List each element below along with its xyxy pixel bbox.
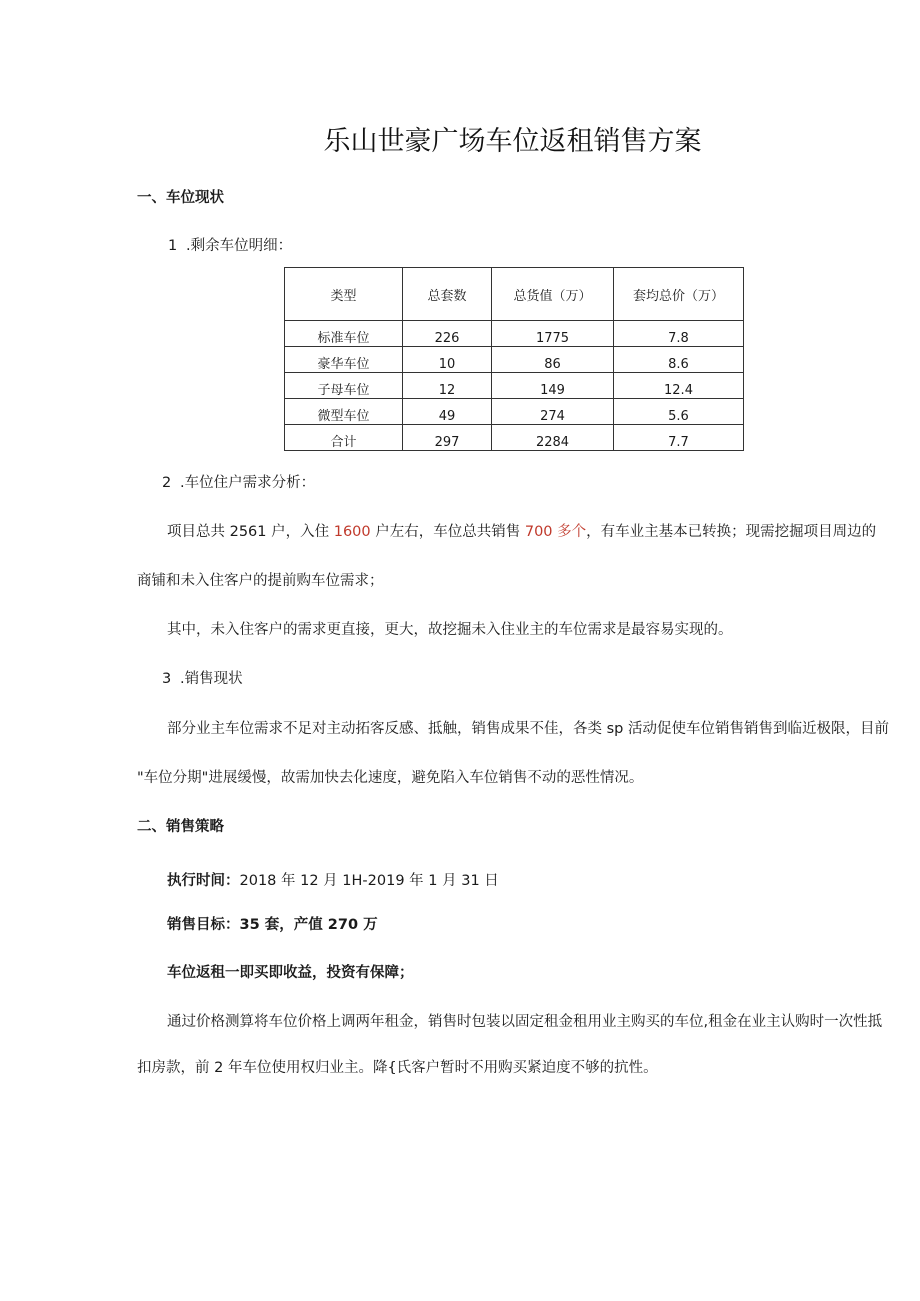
table-cell: 226 <box>403 321 492 347</box>
execution-time <box>167 871 499 891</box>
table-cell: 10 <box>403 347 492 373</box>
table-cell: 297 <box>403 425 492 451</box>
table-header-cell: 总套数 <box>403 268 492 321</box>
section-heading-status: 一、车位现状 <box>137 190 224 206</box>
subheading-number: 3 <box>162 671 172 687</box>
table-total-row <box>285 425 744 451</box>
table-cell: 86 <box>492 347 614 373</box>
table-cell: 标准车位 <box>285 321 403 347</box>
table-cell: 子母车位 <box>285 373 403 399</box>
subheading-demand-analysis <box>162 473 315 493</box>
subheading-text: .剩余车位明细： <box>186 238 293 254</box>
subheading-remaining-details <box>168 236 292 256</box>
paragraph-status-line2: "车位分期"进展缓慢，故需加快去化速度，避免陷入车位销售不动的恶性情况。 <box>137 770 644 786</box>
table-cell: 12.4 <box>614 373 744 399</box>
sales-target <box>167 915 378 935</box>
table-row <box>285 373 744 399</box>
table-cell: 1775 <box>492 321 614 347</box>
table-cell: 合计 <box>285 425 403 451</box>
table-header-cell: 套均总价（万） <box>614 268 744 321</box>
table-row <box>285 321 744 347</box>
parking-table <box>284 267 744 451</box>
slogan: 车位返租一即买即收益，投资有保障； <box>167 965 414 981</box>
table-header-cell: 类型 <box>285 268 403 321</box>
subheading-text: .销售现状 <box>180 671 243 687</box>
table-cell: 豪华车位 <box>285 347 403 373</box>
subheading-number: 1 <box>168 238 178 254</box>
highlight-sold: 700 多个 <box>524 524 587 540</box>
table-cell: 49 <box>403 399 492 425</box>
subheading-text: .车位住户需求分析： <box>180 475 316 491</box>
table-header-cell: 总货值（万） <box>492 268 614 321</box>
paragraph-status-line1: 部分业主车位需求不足对主动拓客反感、抵触，销售成果不佳，各类 sp 活动促使车位销售销售到临近极限，目前 <box>167 721 889 737</box>
sales-target-label: 销售目标： <box>167 917 240 933</box>
subheading-sales-status <box>162 669 243 689</box>
paragraph-demand-line2: 商铺和未入住客户的提前购车位需求； <box>137 573 384 589</box>
table-cell: 12 <box>403 373 492 399</box>
table-cell: 7.8 <box>614 321 744 347</box>
execution-time-label: 执行时间： <box>167 873 240 889</box>
text-segment: 户左右，车位总共销售 <box>370 524 525 540</box>
table-header-row <box>285 268 744 321</box>
table-cell: 7.7 <box>614 425 744 451</box>
text-segment: 项目总共 2561 户，入住 <box>167 524 334 540</box>
execution-time-value: 2018 年 12 月 1H-2019 年 1 月 31 日 <box>239 873 499 889</box>
text-segment: ，有车业主基本已转换；现需挖掘项目周边的 <box>586 524 877 540</box>
subheading-number: 2 <box>162 475 172 491</box>
table-cell: 微型车位 <box>285 399 403 425</box>
table-row <box>285 399 744 425</box>
table-row <box>285 347 744 373</box>
table-cell: 274 <box>492 399 614 425</box>
highlight-occupied: 1600 <box>333 524 371 540</box>
table-cell: 149 <box>492 373 614 399</box>
paragraph-demand-line1 <box>167 522 876 542</box>
paragraph-strategy-line1: 通过价格测算将车位价格上调两年租金，销售时包装以固定租金租用业主购买的车位,租金在业主认购时一次性抵 <box>167 1014 883 1030</box>
table-cell: 2284 <box>492 425 614 451</box>
paragraph-unoccupied: 其中，未入住客户的需求更直接，更大，故挖掘未入住业主的车位需求是最容易实现的。 <box>167 622 733 638</box>
section-heading-strategy: 二、销售策略 <box>137 819 224 835</box>
table-cell: 5.6 <box>614 399 744 425</box>
sales-target-value: 35 套，产值 270 万 <box>239 917 378 933</box>
table-cell: 8.6 <box>614 347 744 373</box>
paragraph-strategy-line2: 扣房款，前 2 年车位使用权归业主。降{氏客户暂时不用购买紧迫度不够的抗性。 <box>137 1060 658 1076</box>
page-title: 乐山世豪广场车位返租销售方案 <box>323 126 702 157</box>
